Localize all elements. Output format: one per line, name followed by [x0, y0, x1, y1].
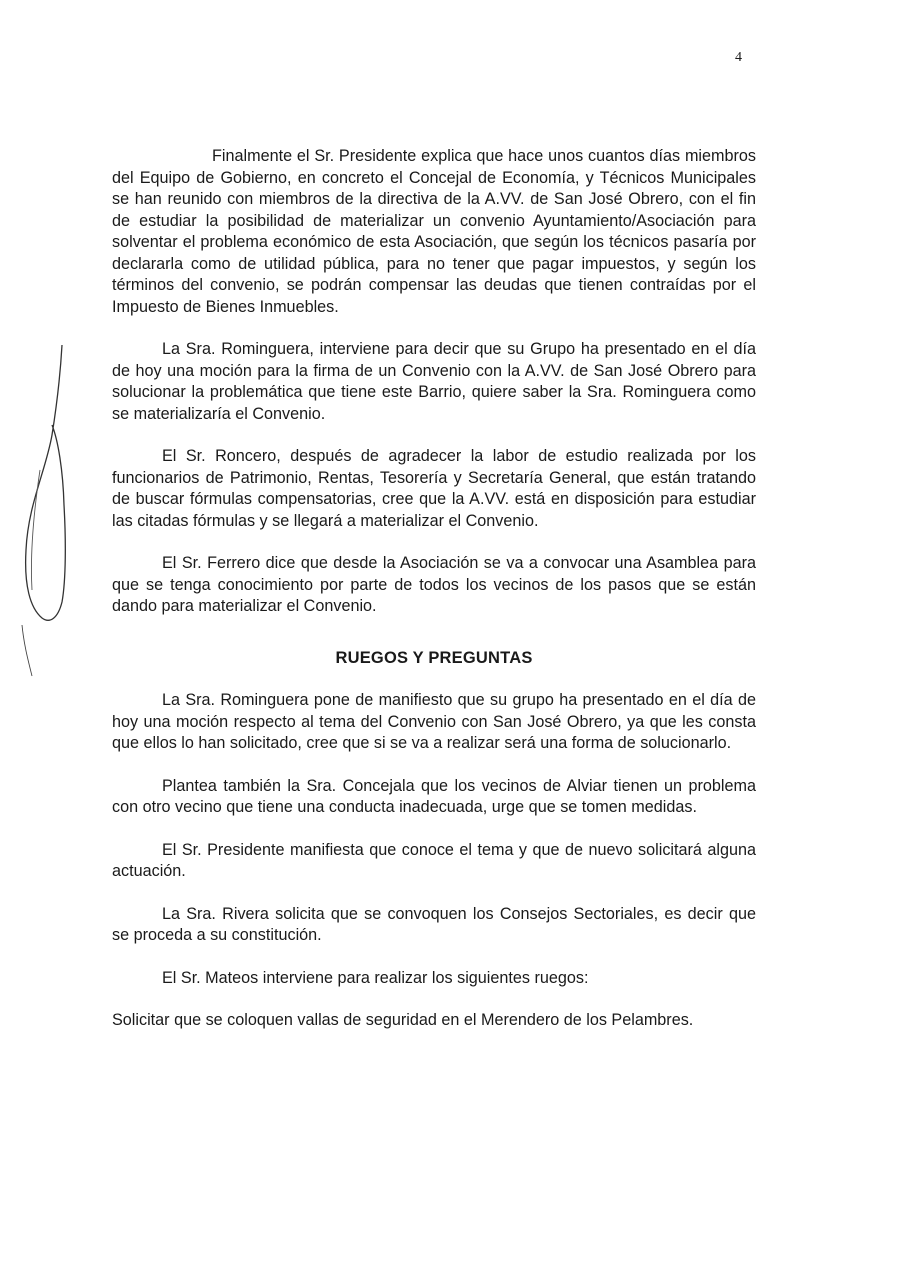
paragraph-vallas-merendero: Solicitar que se coloquen vallas de seguridad en el Merendero de los Pelambres. [112, 1011, 694, 1029]
paragraph-roncero: El Sr. Roncero, después de agradecer la labor de estudio realizada por los funcionarios de Patrimonio, Rentas, Tesorería y Secretaría General, que están tratando de buscar fórmulas compensatorias, cree que la A.VV. está en disposición para estudiar las citadas fórmulas y se llegará a materializar el Convenio. [112, 447, 756, 530]
paragraph-rominguera-mocion: La Sra. Rominguera, interviene para decir que su Grupo ha presentado en el día de hoy una moción para la firma de un Convenio con la A.VV. de San José Obrero para solucionar la problemática que tiene este Barrio, quiere saber la Sra. Rominguera como se materializaría el Convenio. [112, 340, 756, 423]
paragraph-presidente-explica: Finalmente el Sr. Presidente explica que hace unos cuantos días miembros del Equipo de Gobierno, en concreto el Concejal de Economía, y Técnicos Municipales se han reunido con miembros de la directiva de la A.VV. de San José Obrero, con el fin de estudiar la posibilidad de materializar un convenio Ayuntamiento/Asociación para solventar el problema económico de esta Asociación, que según los técnicos pasaría por declararla como de utilidad pública, para no tener que pagar impuestos, y según los términos del convenio, se podrán compensar las deudas que tienen contraídas por el Impuesto de Bienes Inmuebles. [112, 147, 756, 316]
paragraph-rominguera-convenio: La Sra. Rominguera pone de manifiesto que su grupo ha presentado en el día de hoy una moción respecto al tema del Convenio con San José Obrero, ya que les consta que ellos lo han solicitado, cree que si se va a realizar será una forma de solucionarlo. [112, 691, 756, 752]
section-title-ruegos: RUEGOS Y PREGUNTAS [335, 648, 533, 667]
paragraph-ferrero: El Sr. Ferrero dice que desde la Asociación se va a convocar una Asamblea para que se tenga conocimiento por parte de todos los vecinos de los pasos que se están dando para materializar el Convenio. [112, 554, 756, 615]
paragraph-mateos-ruegos: El Sr. Mateos interviene para realizar los siguientes ruegos: [162, 968, 589, 987]
paragraph-rivera-consejos: La Sra. Rivera solicita que se convoquen los Consejos Sectoriales, es decir que se proceda a su constitución. [112, 904, 756, 944]
handwritten-signature [10, 340, 80, 680]
paragraph-presidente-actuacion: El Sr. Presidente manifiesta que conoce el tema y que de nuevo solicitará alguna actuación. [112, 840, 756, 880]
page-number: 4 [735, 50, 742, 65]
paragraph-concejala-alviar: Plantea también la Sra. Concejala que los vecinos de Alviar tienen un problema con otro vecino que tiene una conducta inadecuada, urge que se tomen medidas. [112, 776, 756, 816]
document-body [112, 146, 756, 1053]
